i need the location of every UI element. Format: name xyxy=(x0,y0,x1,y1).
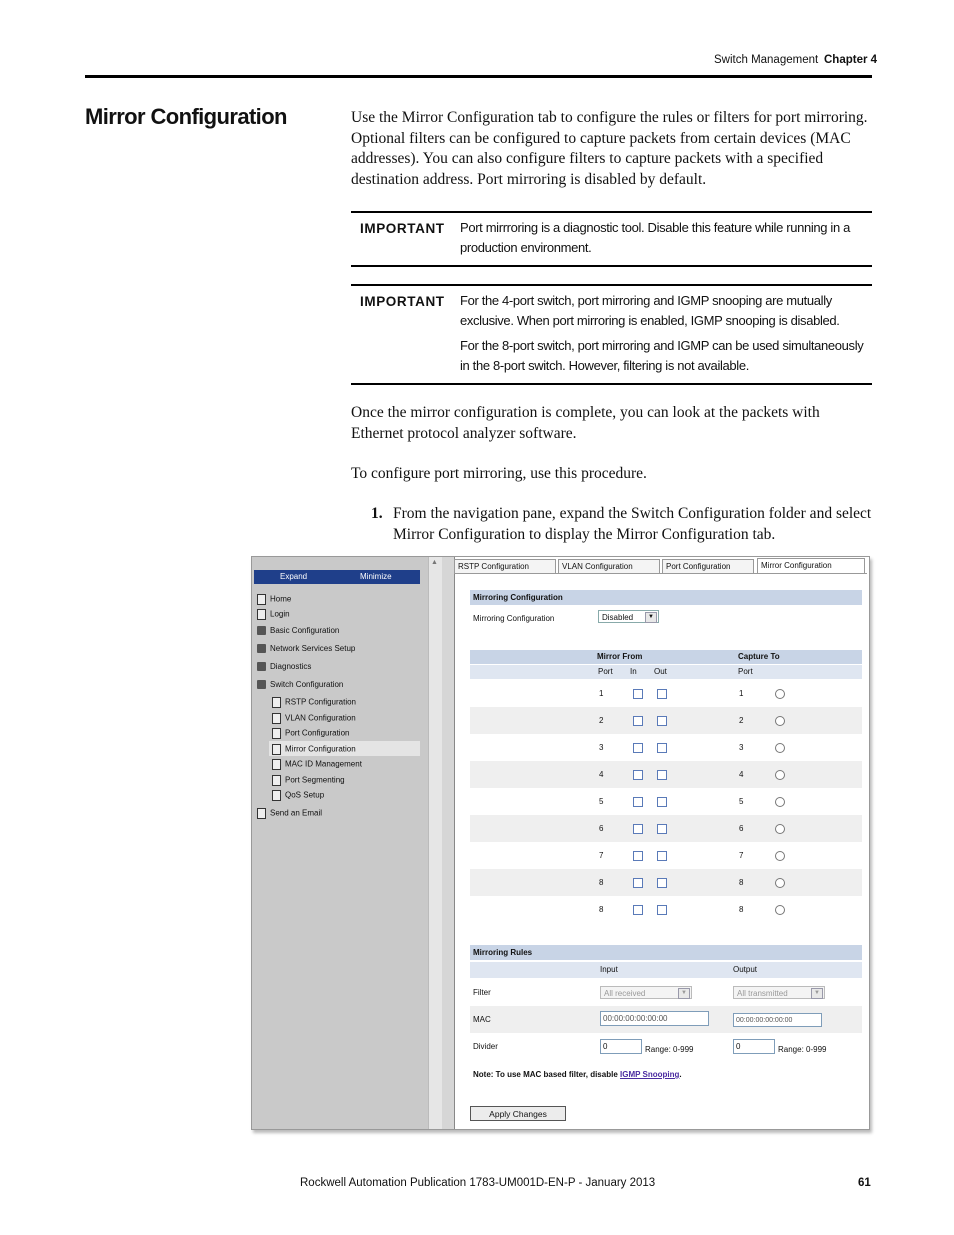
port-number: 6 xyxy=(599,824,604,833)
nav-item-diagnostics[interactable]: Diagnostics xyxy=(257,662,311,671)
capture-to-radio[interactable] xyxy=(775,797,785,807)
port-row xyxy=(470,788,862,815)
tab-rstp-configuration[interactable]: RSTP Configuration xyxy=(454,559,556,573)
mirror-in-checkbox[interactable] xyxy=(633,716,643,726)
nav-item-mirror-configuration[interactable]: Mirror Configuration xyxy=(272,744,356,755)
capture-to-radio[interactable] xyxy=(775,770,785,780)
port-row xyxy=(470,734,862,761)
capture-to-radio[interactable] xyxy=(775,824,785,834)
page-icon xyxy=(272,713,281,724)
capture-port-number: 2 xyxy=(739,716,744,725)
mirror-out-checkbox[interactable] xyxy=(657,851,667,861)
mirror-out-checkbox[interactable] xyxy=(657,824,667,834)
chevron-down-icon: ▼ xyxy=(645,612,657,623)
capture-port-number: 5 xyxy=(739,797,744,806)
page-number: 61 xyxy=(858,1177,871,1189)
capture-to-radio[interactable] xyxy=(775,716,785,726)
folder-icon xyxy=(257,662,266,671)
apply-changes-button[interactable]: Apply Changes xyxy=(470,1106,566,1121)
capture-to-radio[interactable] xyxy=(775,851,785,861)
port-row xyxy=(470,761,862,788)
step-number: 1. xyxy=(371,505,383,522)
nav-item-port-segmenting[interactable]: Port Segmenting xyxy=(272,775,345,786)
capture-to-radio[interactable] xyxy=(775,743,785,753)
tab-port-configuration[interactable]: Port Configuration xyxy=(662,559,754,573)
page-icon xyxy=(257,808,266,819)
port-number: 8 xyxy=(599,878,604,887)
port-number: 5 xyxy=(599,797,604,806)
port-row xyxy=(470,869,862,896)
nav-item-mac-id[interactable]: MAC ID Management xyxy=(272,759,362,770)
page-icon xyxy=(272,728,281,739)
capture-port-number: 4 xyxy=(739,770,744,779)
mirror-out-checkbox[interactable] xyxy=(657,905,667,915)
capture-port-number: 7 xyxy=(739,851,744,860)
port-row xyxy=(470,815,862,842)
nav-item-basic-configuration[interactable]: Basic Configuration xyxy=(257,626,339,635)
scroll-up-arrow-icon[interactable]: ▲ xyxy=(431,559,438,566)
mirroring-rules-header: Mirroring Rules xyxy=(470,945,862,960)
capture-to-radio[interactable] xyxy=(775,878,785,888)
nav-item-port-configuration[interactable]: Port Configuration xyxy=(272,728,349,739)
mirror-in-checkbox[interactable] xyxy=(633,743,643,753)
mirror-out-checkbox[interactable] xyxy=(657,770,667,780)
folder-icon xyxy=(257,644,266,653)
capture-to-radio[interactable] xyxy=(775,689,785,699)
folder-open-icon xyxy=(257,680,266,689)
page-icon xyxy=(272,790,281,801)
important-text-1: For the 4-port switch, port mirroring and IGMP snooping are mutually exclusive. When port mirroring is enabled, IGMP snooping is disabled. xyxy=(460,293,840,328)
step-text: From the navigation pane, expand the Switch Configuration folder and select Mirror Configuration to display the Mirror Configuration tab. xyxy=(393,505,872,543)
nav-item-rstp[interactable]: RSTP Configuration xyxy=(272,697,356,708)
port-row xyxy=(470,896,862,923)
tab-bar xyxy=(454,557,869,573)
tab-mirror-configuration[interactable]: Mirror Configuration xyxy=(757,558,865,574)
filter-output-select[interactable]: All transmitted ▼ xyxy=(733,986,825,999)
chevron-down-icon: ▼ xyxy=(678,988,690,999)
mirror-table-header: Mirror From Capture To xyxy=(470,650,862,664)
divider-input-range: Range: 0-999 xyxy=(645,1045,694,1054)
mirroring-configuration-label: Mirroring Configuration xyxy=(473,614,555,623)
chevron-down-icon: ▼ xyxy=(811,988,823,999)
divider-output-field[interactable]: 0 xyxy=(733,1039,775,1054)
mirror-out-checkbox[interactable] xyxy=(657,689,667,699)
port-row xyxy=(470,842,862,869)
running-header-chapter: Chapter 4 xyxy=(824,54,878,66)
port-number: 4 xyxy=(599,770,604,779)
mirror-in-checkbox[interactable] xyxy=(633,689,643,699)
capture-port-number: 8 xyxy=(739,878,744,887)
page-icon xyxy=(272,759,281,770)
mirror-config-screenshot xyxy=(251,556,870,1130)
header-rule xyxy=(85,75,872,78)
page-icon xyxy=(272,744,281,755)
mirror-out-checkbox[interactable] xyxy=(657,716,667,726)
expand-button[interactable]: Expand xyxy=(280,572,308,581)
filter-input-select[interactable]: All received ▼ xyxy=(600,986,692,999)
important-label: IMPORTANT xyxy=(360,221,445,236)
port-row xyxy=(470,680,862,707)
footer-publication: Rockwell Automation Publication 1783-UM001D-EN-P - January 2013 xyxy=(300,1177,656,1189)
important-box-1 xyxy=(351,211,872,267)
nav-item-qos[interactable]: QoS Setup xyxy=(272,790,324,801)
mac-row: MAC xyxy=(470,1006,862,1033)
nav-item-network-services[interactable]: Network Services Setup xyxy=(257,644,355,653)
mac-output-field[interactable]: 00:00:00:00:00:00 xyxy=(733,1013,822,1027)
mirror-out-checkbox[interactable] xyxy=(657,878,667,888)
mirror-out-checkbox[interactable] xyxy=(657,797,667,807)
divider-output-range: Range: 0-999 xyxy=(778,1045,827,1054)
step-1 xyxy=(371,504,873,545)
mirror-in-checkbox[interactable] xyxy=(633,824,643,834)
running-header-section: Switch Management xyxy=(714,54,819,66)
mirror-in-checkbox[interactable] xyxy=(633,878,643,888)
mirroring-configuration-header: Mirroring Configuration xyxy=(470,590,862,605)
important-text-2: For the 8-port switch, port mirroring and IGMP can be used simultaneously in the 8-port switch. However, filtering is not available. xyxy=(460,338,864,373)
mac-input-field[interactable]: 00:00:00:00:00:00 xyxy=(600,1011,709,1026)
port-number: 8 xyxy=(599,905,604,914)
mirror-in-checkbox[interactable] xyxy=(633,851,643,861)
filter-row: Filter xyxy=(473,988,491,997)
important-label: IMPORTANT xyxy=(360,294,445,309)
port-number: 1 xyxy=(599,689,604,698)
nav-item-switch-configuration[interactable]: Switch Configuration xyxy=(257,680,343,689)
tab-content xyxy=(454,573,867,1130)
page-icon xyxy=(272,775,281,786)
mirror-in-checkbox[interactable] xyxy=(633,905,643,915)
port-number: 2 xyxy=(599,716,604,725)
igmp-note: Note: To use MAC based filter, disable IGMP Snooping. xyxy=(473,1070,682,1079)
page-icon xyxy=(257,594,266,605)
port-number: 3 xyxy=(599,743,604,752)
divider-row: Divider xyxy=(473,1042,498,1051)
capture-port-number: 6 xyxy=(739,824,744,833)
page-icon xyxy=(272,697,281,708)
intro-paragraph: Use the Mirror Configuration tab to configure the rules or filters for port mirroring. Optional filters can be configured to capture packets from certain devices (MAC addresses). You can also configure filters to capture packets with a specified destination address. Port mirroring is disabled by default. xyxy=(351,109,868,188)
mirror-table-subheader: Port In Out Port xyxy=(470,665,862,679)
important-text: Port mirrroring is a diagnostic tool. Disable this feature while running in a production environment. xyxy=(460,220,850,255)
folder-icon xyxy=(257,626,266,635)
divider-input-field[interactable]: 0 xyxy=(600,1039,642,1054)
minimize-button[interactable]: Minimize xyxy=(360,572,392,581)
port-row xyxy=(470,707,862,734)
capture-port-number: 3 xyxy=(739,743,744,752)
page-title: Mirror Configuration xyxy=(85,104,287,129)
nav-toolbar xyxy=(254,570,420,584)
nav-item-vlan[interactable]: VLAN Configuration xyxy=(272,713,356,724)
nav-item-login[interactable]: Login xyxy=(257,609,290,620)
igmp-snooping-link[interactable]: IGMP Snooping xyxy=(620,1070,680,1079)
capture-to-radio[interactable] xyxy=(775,905,785,915)
mirroring-select[interactable]: Disabled ▼ xyxy=(598,610,659,623)
port-number: 7 xyxy=(599,851,604,860)
nav-scrollbar[interactable] xyxy=(428,557,443,1129)
page-icon xyxy=(257,609,266,620)
mirror-in-checkbox[interactable] xyxy=(633,770,643,780)
capture-port-number: 8 xyxy=(739,905,744,914)
nav-item-send-email[interactable]: Send an Email xyxy=(257,808,322,819)
mirroring-rules-subheader: Input Output xyxy=(470,962,862,978)
navigation-pane xyxy=(252,557,428,1129)
paragraph-3: To configure port mirroring, use this procedure. xyxy=(351,465,647,482)
tab-vlan-configuration[interactable]: VLAN Configuration xyxy=(558,559,660,573)
important-box-2 xyxy=(351,284,872,385)
mirror-in-checkbox[interactable] xyxy=(633,797,643,807)
paragraph-2: Once the mirror configuration is complete, you can look at the packets with Ethernet protocol analyzer software. xyxy=(351,404,820,442)
nav-item-home[interactable]: Home xyxy=(257,594,291,605)
mirror-out-checkbox[interactable] xyxy=(657,743,667,753)
capture-port-number: 1 xyxy=(739,689,744,698)
